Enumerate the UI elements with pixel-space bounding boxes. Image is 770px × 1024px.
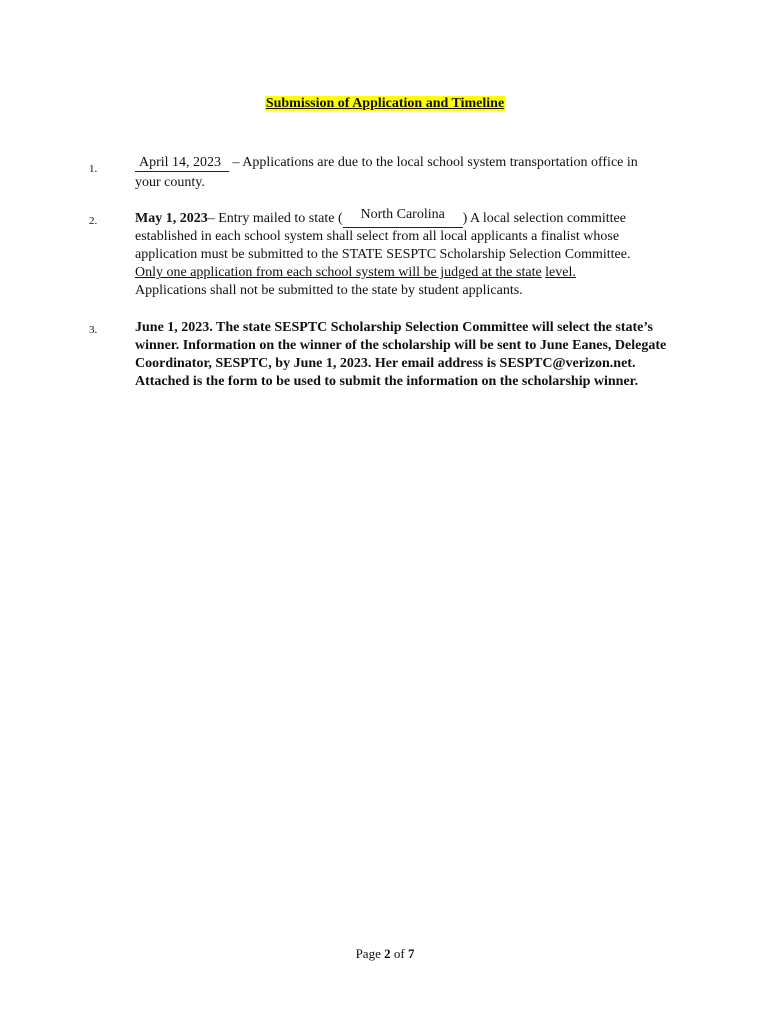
item-number: 1. — [89, 163, 98, 175]
page-title — [0, 96, 770, 112]
state-field-value: North Carolina — [360, 207, 445, 222]
due-date-field[interactable]: April 14, 2023 — [135, 155, 229, 172]
item-text-end: Applications shall not be submitted to the state by student applicants. — [135, 283, 523, 298]
page-title-text: Submission of Application and Timeline — [265, 96, 505, 111]
underlined-note: Only one application from each school system will be judged at the state — [135, 265, 542, 280]
item-body — [135, 207, 680, 300]
item-body: June 1, 2023. The state SESPTC Scholarship Selection Committee will select the state’s winner. Information on the winner of the scholarship will be sent to June Eanes, Delegate Coordinator, SESPTC, by June 1, 2023. Her email address is SESPTC@verizon.net. Attached is the form to be used to submit the information on the scholarship winner. — [135, 320, 667, 389]
item-body — [135, 154, 680, 192]
state-field[interactable] — [343, 207, 463, 228]
of-label: of — [393, 946, 405, 961]
current-page: 2 — [384, 946, 391, 961]
underlined-note-tail: level. — [545, 265, 576, 280]
item-date: May 1, 2023 — [135, 211, 208, 226]
total-pages: 7 — [407, 946, 415, 961]
item-text-line2: your county. — [135, 175, 205, 190]
item-text: established in each school system shall select from all local applicants a finalist whose application must be submitted to the STATE SESPTC Scholarship Selection Committee. — [135, 229, 631, 262]
page-label: Page — [355, 946, 381, 961]
item-text: – Applications are due to the local school system transportation office in — [229, 155, 638, 170]
item-text: ) A local selection committee — [462, 211, 626, 226]
item-number: 3. — [89, 324, 98, 336]
item-number: 2. — [89, 215, 98, 227]
page-footer — [0, 946, 770, 962]
item-text: – Entry mailed to state ( — [207, 211, 343, 226]
